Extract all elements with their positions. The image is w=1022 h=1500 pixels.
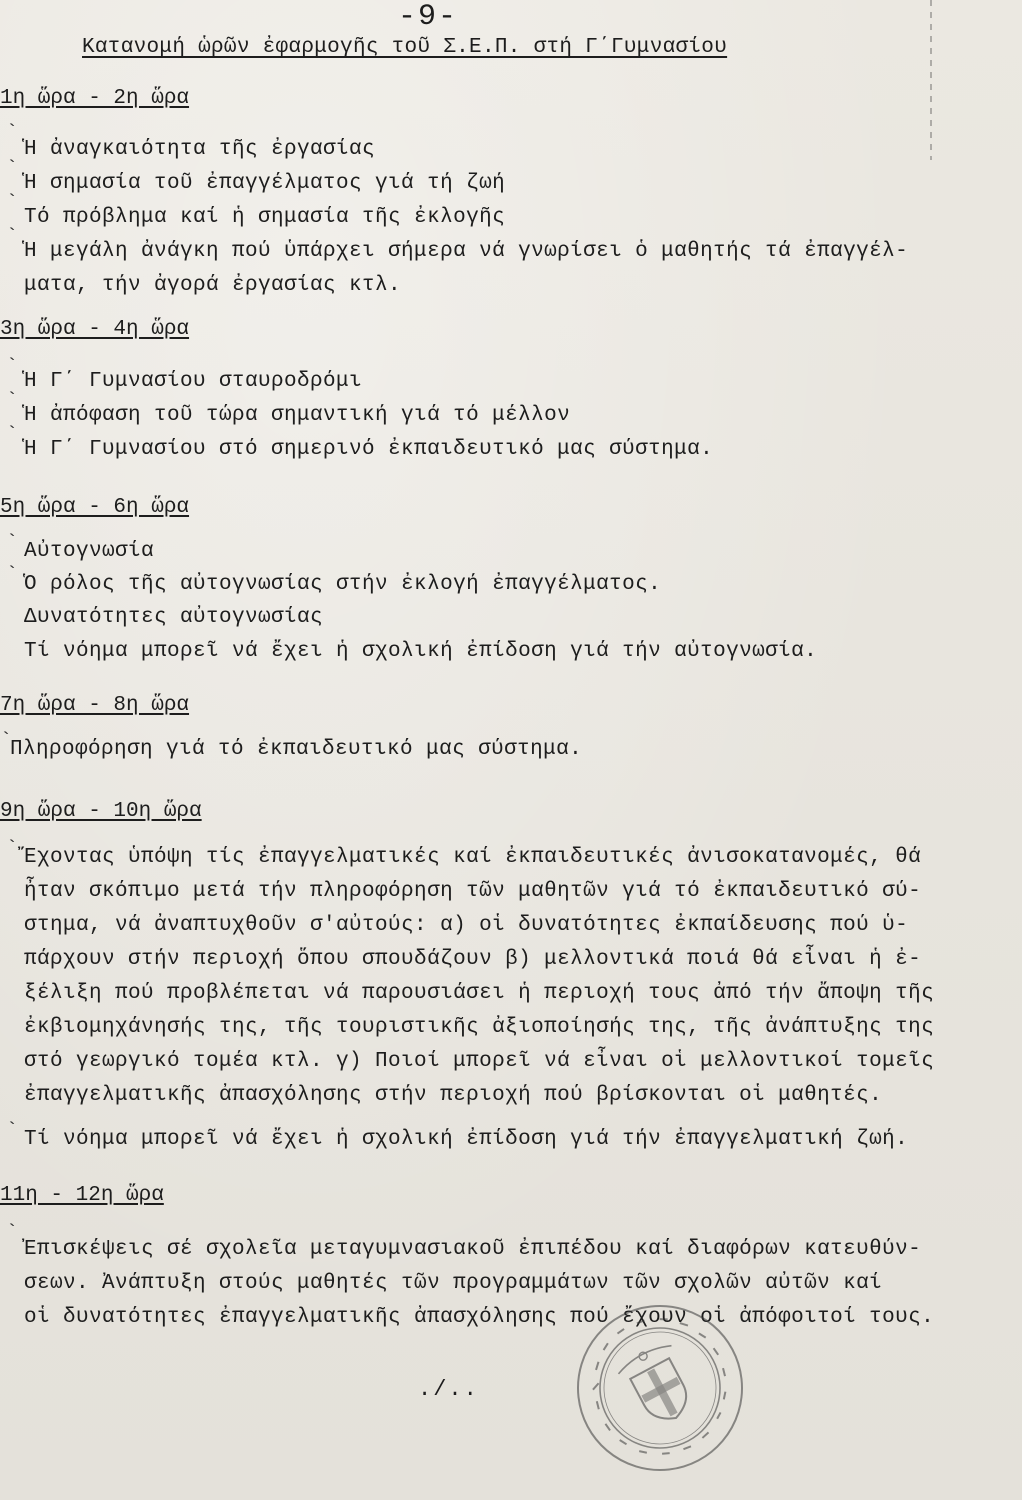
section-1-line-5: ματα, τήν ἀγορά ἐργασίας κτλ. [24, 274, 402, 297]
section-6-line-1: Ἐπισκέψεις σέ σχολεῖα μεταγυμνασιακοῦ ἐπιπέδου καί διαφόρων κατευθύν- [24, 1238, 922, 1261]
section-5-line-2: ἦταν σκόπιμο μετά τήν πληροφόρηση τῶν μαθητῶν γιά τό ἐκπαιδευτικό σύ- [24, 880, 922, 903]
section-heading-5: 9η ὥρα - 10η ὥρα [0, 800, 202, 823]
section-3-line-4: Τί νόημα μπορεῖ νά ἔχει ἡ σχολική ἐπίδοση γιά τήν αὐτογνωσία. [24, 640, 818, 663]
section-5-line-7: στό γεωργικό τομέα κτλ. γ) Ποιοί μπορεῖ νά εἶναι οἱ μελλοντικοί τομεῖς [24, 1050, 935, 1073]
page-title: Κατανομή ὡρῶν ἐφαρμογῆς τοῦ Σ.Ε.Π. στή Γ΄Γυμνασίου [82, 36, 728, 59]
section-1-line-2: Ἡ σημασία τοῦ ἐπαγγέλματος γιά τή ζωή [24, 172, 506, 195]
section-5-line-3: στημα, νά ἀναπτυχθοῦν σ'αὐτούς: α) οἱ δυνατότητες ἐκπαίδευσης πού ὑ- [24, 914, 909, 937]
section-heading-4: 7η ὥρα - 8η ὥρα [0, 694, 190, 717]
section-5-line-4: πάρχουν στήν περιοχή ὅπου σπουδάζουν β) μελλοντικά ποιά θά εἶναι ἡ ἐ- [24, 948, 922, 971]
section-5-line-1: Ἔχοντας ὑπόψη τίς ἐπαγγελματικές καί ἐκπαιδευτικές ἀνισοκατανομές, θά [24, 846, 922, 869]
section-heading-1: 1η ὥρα - 2η ὥρα [0, 87, 190, 110]
section-2-line-3: Ἡ Γ΄ Γυμνασίου στό σημερινό ἐκπαιδευτικό μας σύστημα. [24, 438, 714, 461]
section-2-line-2: Ἡ ἀπόφαση τοῦ τώρα σημαντική γιά τό μέλλον [24, 404, 571, 427]
section-5-line-6: ἐκβιομηχάνησής της, τῆς τουριστικῆς ἀξιοποίησής της, τῆς ἀνάπτυξης της [24, 1016, 935, 1039]
section-5-line-9: Τί νόημα μπορεῖ νά ἔχει ἡ σχολική ἐπίδοση γιά τήν ἐπαγγελματική ζωή. [24, 1128, 909, 1151]
section-3-line-3: Δυνατότητες αὐτογνωσίας [24, 606, 324, 629]
section-3-line-2: Ὁ ρόλος τῆς αὐτογνωσίας στήν ἐκλογή ἐπαγγέλματος. [24, 573, 662, 596]
section-1-line-3: Τό πρόβλημα καί ἡ σημασία τῆς ἐκλογῆς [24, 206, 506, 229]
document-content: -9- Κατανομή ὡρῶν ἐφαρμογῆς τοῦ Σ.Ε.Π. στή Γ΄Γυμνασίου 1η ὥρα - 2η ὥρα ` Ἡ ἀναγκαιότητα τῆς ἐργασίας ` Ἡ σημασία τοῦ ἐπαγγέλματος γιά τή ζωή ` Τό πρόβλημα καί ἡ σημασία τῆς ἐκλογῆς ` Ἡ μεγάλη ἀνάγκη πού ὑπάρχει σήμερα νά γνωρίσει ὁ μαθητής τά ἐπαγγέλ- ματα, τήν ἀγορά ἐργασίας κτλ. 3η ὥρα - 4η ὥρα ` Ἡ Γ΄ Γυμνασίου σταυροδρόμι ` Ἡ ἀπόφαση τοῦ τώρα σημαντική γιά τό μέλλον ` Ἡ Γ΄ Γυμνασίου στό σημερινό ἐκπαιδευτικό μας σύστημα. 5η ὥρα - 6η ὥρα ` Αὐτογνωσία ` Ὁ ρόλος τῆς αὐτογνωσίας στήν ἐκλογή ἐπαγγέλματος. Δυνατότητες αὐτογνωσίας Τί νόημα μπορεῖ νά ἔχει ἡ σχολική ἐπίδοση γιά τήν αὐτογνωσία. 7η ὥρα - 8η ὥρα ` Πληροφόρηση γιά τό ἐκπαιδευτικό μας σύστημα. 9η ὥρα - 10η ὥρα ` Ἔχοντας ὑπόψη τίς ἐπαγγελματικές καί ἐκπαιδευτικές ἀνισοκατανομές, θά ἦταν σκόπιμο μετά τήν πληροφόρηση τῶν μαθητῶν γιά τό ἐκπαιδευτικό σύ- στημα, νά ἀναπτυχθοῦν σ'αὐτούς: α) οἱ δυνατότητες ἐκπαίδευσης πού ὑ- πάρχουν στήν περιοχή ὅπου σπουδάζουν β) μελλοντικά ποιά θά εἶναι ἡ ἐ- ξέλιξη πού προβλέπεται νά παρουσιάσει ἡ περιοχή τους ἀπό τήν ἄποψη τῆς ἐκβιομηχάνησής της, τῆς τουριστικῆς ἀξιοποίησής της, τῆς ἀνάπτυξης της στό γεωργικό τομέα κτλ. γ) Ποιοί μπορεῖ νά εἶναι οἱ μελλοντικοί τομεῖς ἐπαγγελματικῆς ἀπασχόλησης στήν περιοχή πού βρίσκονται οἱ μαθητές. ` Τί νόημα μπορεῖ νά ἔχει ἡ σχολική ἐπίδοση γιά τήν ἐπαγγελματική ζωή. 11η - 12η ὥρα ` Ἐπισκέψεις σέ σχολεῖα μεταγυμνασιακοῦ ἐπιπέδου καί διαφόρων κατευθύν- σεων. Ἀνάπτυξη στούς μαθητές τῶν προγραμμάτων τῶν σχολῶν αὐτῶν καί οἱ δυνατότητες ἐπαγγελματικῆς ἀπασχόλησης πού ἔχουν οἱ ἀπόφοιτοί τους. ./.. [0, 0, 1022, 1500]
section-1-line-4: Ἡ μεγάλη ἀνάγκη πού ὑπάρχει σήμερα νά γνωρίσει ὁ μαθητής τά ἐπαγγέλ- [24, 240, 909, 263]
page-number: -9- [398, 0, 459, 34]
official-stamp-icon [570, 1298, 750, 1478]
section-heading-3: 5η ὥρα - 6η ὥρα [0, 496, 190, 519]
section-6-line-3: οἱ δυνατότητες ἐπαγγελματικῆς ἀπασχόλησης πού ἔχουν οἱ ἀπόφοιτοί τους. [24, 1306, 935, 1329]
section-heading-2: 3η ὥρα - 4η ὥρα [0, 318, 190, 341]
section-3-line-1: Αὐτογνωσία [24, 540, 155, 563]
section-2-line-1: Ἡ Γ΄ Γυμνασίου σταυροδρόμι [24, 370, 363, 393]
section-4-line-1: Πληροφόρηση γιά τό ἐκπαιδευτικό μας σύστημα. [10, 738, 583, 761]
section-6-line-2: σεων. Ἀνάπτυξη στούς μαθητές τῶν προγραμμάτων τῶν σχολῶν αὐτῶν καί [24, 1272, 883, 1295]
section-1-line-1: Ἡ ἀναγκαιότητα τῆς ἐργασίας [24, 138, 376, 161]
section-5-line-8: ἐπαγγελματικῆς ἀπασχόλησης στήν περιοχή πού βρίσκονται οἱ μαθητές. [24, 1084, 883, 1107]
continuation-mark: ./.. [418, 1377, 479, 1402]
section-heading-6: 11η - 12η ὥρα [0, 1184, 164, 1207]
section-5-line-5: ξέλιξη πού προβλέπεται νά παρουσιάσει ἡ περιοχή τους ἀπό τήν ἄποψη τῆς [24, 982, 935, 1005]
